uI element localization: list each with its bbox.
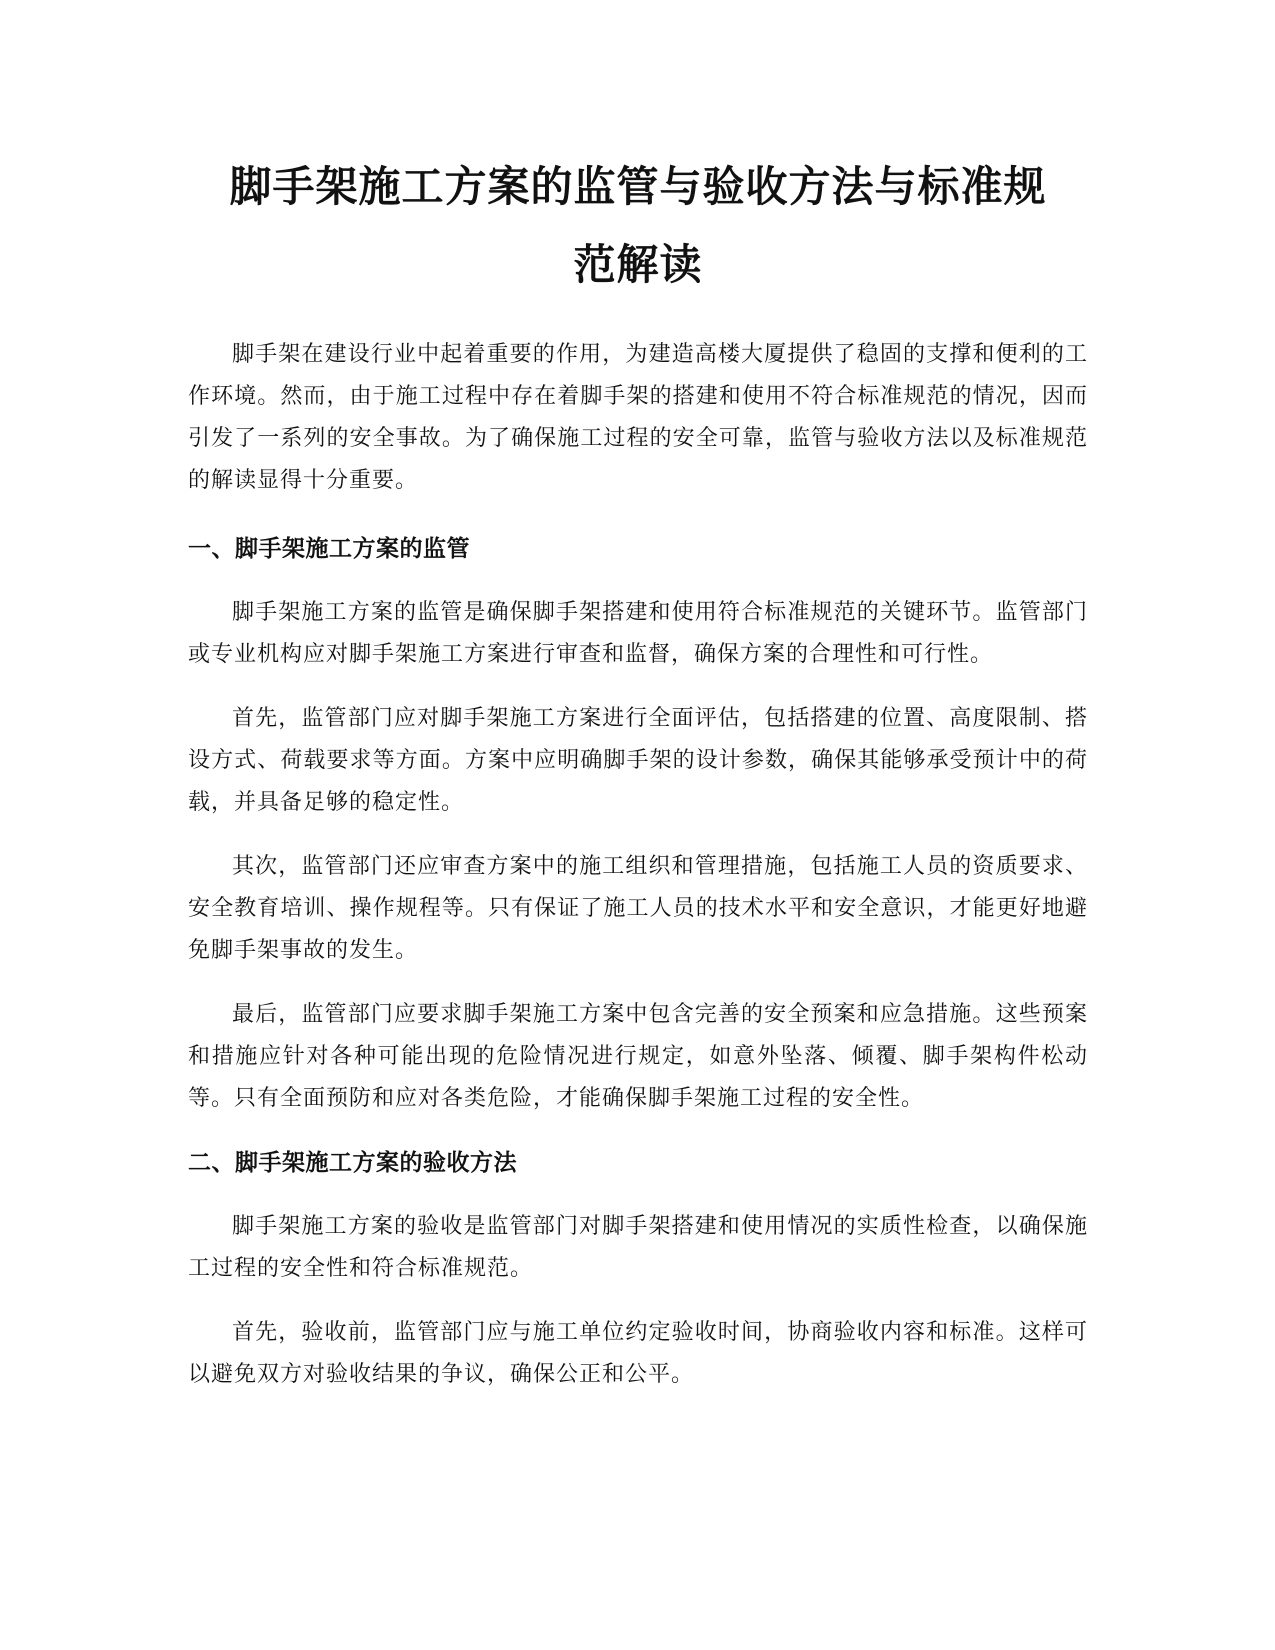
section-heading-supervision: 一、脚手架施工方案的监管 (188, 536, 470, 562)
supervision-paragraph-2: 首先，监管部门应对脚手架施工方案进行全面评估，包括搭建的位置、高度限制、搭设方式、荷载要求等方面。方案中应明确脚手架的设计参数，确保其能够承受预计中的荷载，并具备足够的稳定性。 (188, 706, 1088, 815)
document-content (188, 148, 1088, 1396)
section-heading-acceptance: 二、脚手架施工方案的验收方法 (188, 1150, 517, 1176)
supervision-paragraph-1: 脚手架施工方案的监管是确保脚手架搭建和使用符合标准规范的关键环节。监管部门或专业机构应对脚手架施工方案进行审查和监督，确保方案的合理性和可行性。 (188, 600, 1088, 667)
document-title-line-2: 范解读 (573, 240, 703, 289)
acceptance-paragraph-2: 首先，验收前，监管部门应与施工单位约定验收时间，协商验收内容和标准。这样可以避免双方对验收结果的争议，确保公正和公平。 (188, 1320, 1088, 1387)
supervision-paragraph-4: 最后，监管部门应要求脚手架施工方案中包含完善的安全预案和应急措施。这些预案和措施应针对各种可能出现的危险情况进行规定，如意外坠落、倾覆、脚手架构件松动等。只有全面预防和应对各类危险，才能确保脚手架施工过程的安全性。 (188, 1002, 1088, 1111)
supervision-paragraph-3: 其次，监管部门还应审查方案中的施工组织和管理措施，包括施工人员的资质要求、安全教育培训、操作规程等。只有保证了施工人员的技术水平和安全意识，才能更好地避免脚手架事故的发生。 (188, 854, 1088, 963)
intro-paragraph: 脚手架在建设行业中起着重要的作用，为建造高楼大厦提供了稳固的支撑和便利的工作环境。然而，由于施工过程中存在着脚手架的搭建和使用不符合标准规范的情况，因而引发了一系列的安全事故。为了确保施工过程的安全可靠，监管与验收方法以及标准规范的解读显得十分重要。 (188, 342, 1088, 493)
acceptance-paragraph-1: 脚手架施工方案的验收是监管部门对脚手架搭建和使用情况的实质性检查，以确保施工过程的安全性和符合标准规范。 (188, 1214, 1088, 1281)
document-title (188, 148, 1088, 304)
document-title-line-1: 脚手架施工方案的监管与验收方法与标准规 (229, 162, 1047, 211)
